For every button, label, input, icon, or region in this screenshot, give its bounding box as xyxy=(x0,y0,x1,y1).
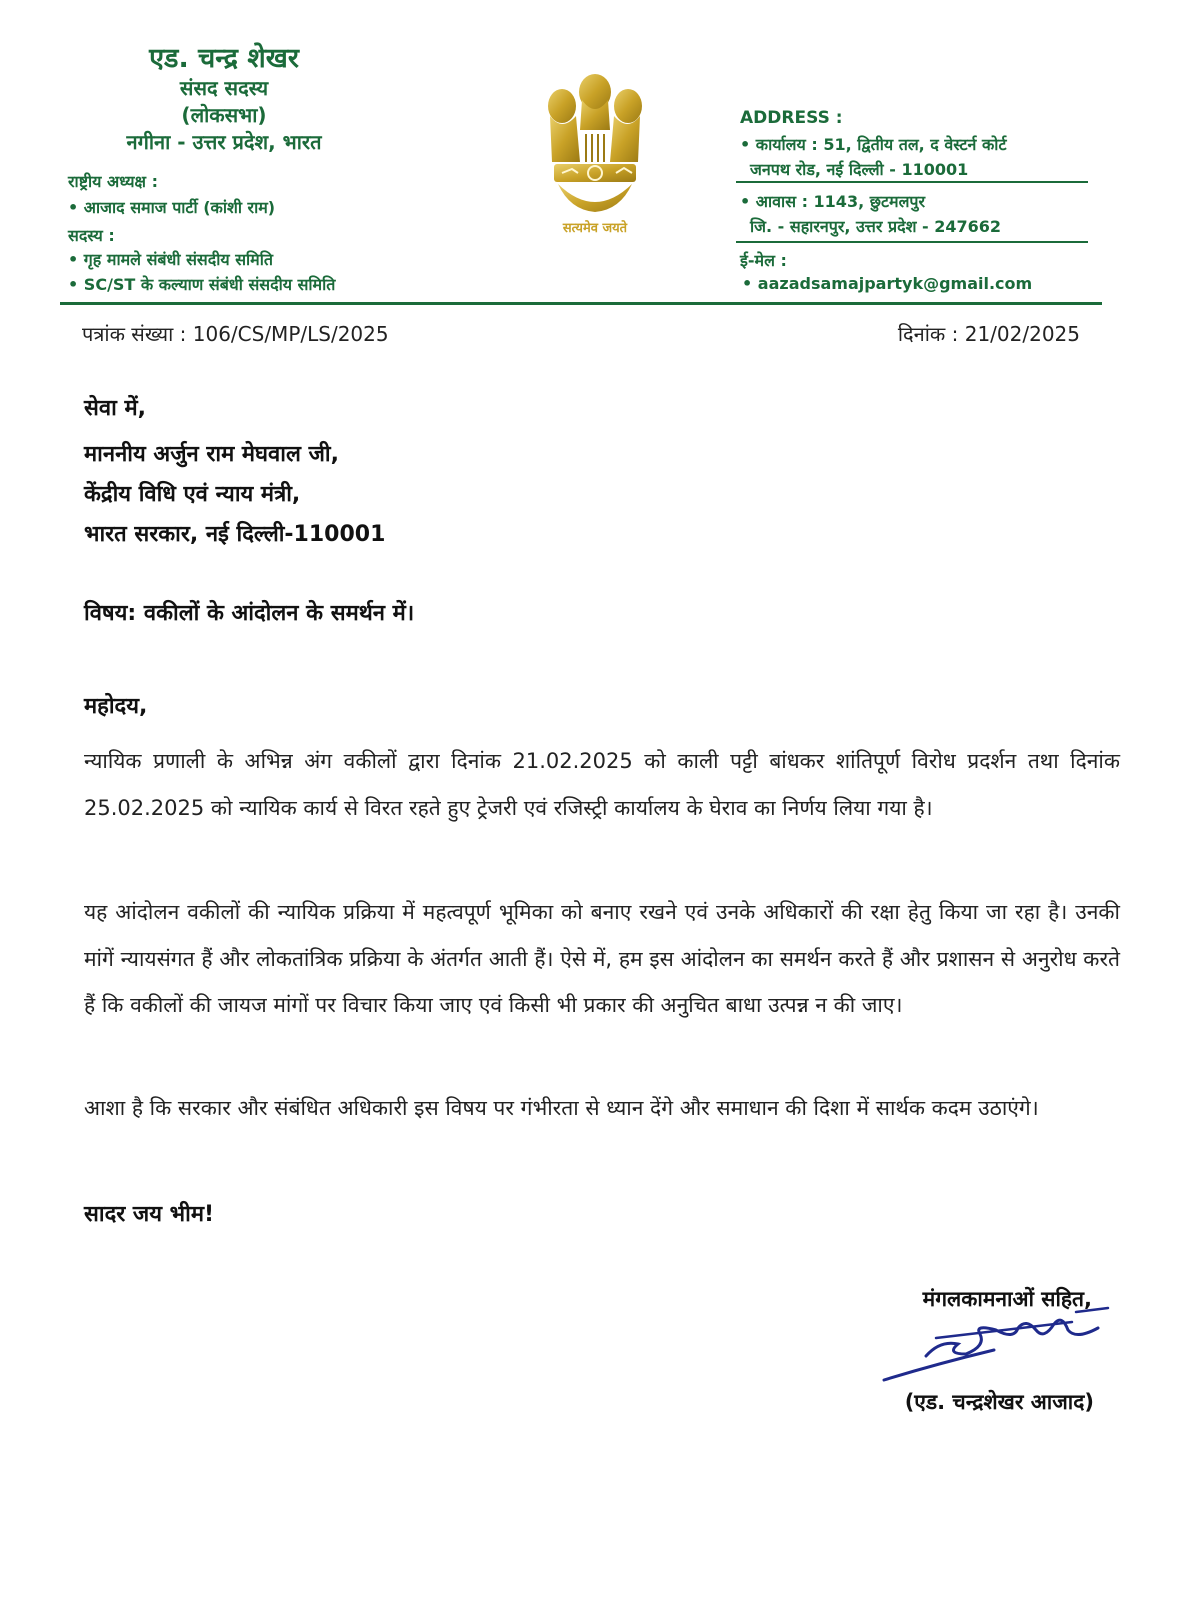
salutation-to: सेवा में, xyxy=(84,396,146,421)
address-divider xyxy=(736,241,1088,243)
signatory-name: (एड. चन्द्रशेखर आजाद) xyxy=(904,1390,1094,1414)
header-divider xyxy=(60,302,1102,305)
emblem-motto: सत्यमेव जयते xyxy=(562,221,628,236)
email-label: ई-मेल : xyxy=(740,251,787,270)
body-paragraph: आशा है कि सरकार और संबंधित अधिकारी इस विषय पर गंभीरता से ध्यान देंगे और समाधान की दिशा में सार्थक कदम उठाएंगे। xyxy=(84,1096,1039,1120)
sign-off: मंगलकामनाओं सहित, xyxy=(922,1287,1092,1311)
office-address-line2: जनपथ रोड, नई दिल्ली - 110001 xyxy=(750,160,969,179)
party-name: • आजाद समाज पार्टी (कांशी राम) xyxy=(68,198,276,217)
residence-address-line1: • आवास : 1143, छुटमलपुर xyxy=(740,192,926,211)
mp-designation: संसद सदस्य xyxy=(179,76,269,100)
address-label: ADDRESS : xyxy=(740,108,843,128)
mp-constituency: नगीना - उत्तर प्रदेश, भारत xyxy=(126,130,322,154)
committee-item: • गृह मामले संबंधी संसदीय समिति xyxy=(68,250,273,269)
mp-name: एड. चन्द्र शेखर xyxy=(149,43,299,74)
body-paragraph: यह आंदोलन वकीलों की न्यायिक प्रक्रिया में महत्वपूर्ण भूमिका को बनाए रखने एवं उनके अधिकारों की रक्षा हेतु किया जा रहा है। उनकी मांगें न्यायसंगत हैं और लोकतांत्रिक प्रक्रिया के अंतर्गत आती हैं। ऐसे में, हम इस आंदोलन का समर्थन करते हैं और प्रशासन से अनुरोध करते हैं कि वकीलों की जायज मांगों पर विचार किया जाए एवं किसी भी प्रकार की अनुचित बाधा उत्पन्न न की जाए। xyxy=(84,900,1120,1017)
lion-capital-icon xyxy=(540,70,650,220)
letter-reference-number: पत्रांक संख्या : 106/CS/MP/LS/2025 xyxy=(82,322,389,346)
body-paragraph: न्यायिक प्रणाली के अभिन्न अंग वकीलों द्वारा दिनांक 21.02.2025 को काली पट्टी बांधकर शांतिपूर्ण विरोध प्रदर्शन तथा दिनांक 25.02.2025 को न्यायिक कार्य से विरत रहते हुए ट्रेजरी एवं रजिस्ट्री कार्यालय के घेराव का निर्णय लिया गया है। xyxy=(84,749,1120,820)
member-label: सदस्य : xyxy=(68,226,115,245)
letter-subject: विषय: वकीलों के आंदोलन के समर्थन में। xyxy=(84,601,415,626)
national-emblem xyxy=(540,70,650,240)
closing-salutation: सादर जय भीम! xyxy=(84,1202,215,1227)
president-label: राष्ट्रीय अध्यक्ष : xyxy=(68,172,158,191)
mp-house: (लोकसभा) xyxy=(181,103,267,127)
recipient-address: भारत सरकार, नई दिल्ली-110001 xyxy=(84,522,386,547)
office-address-line1: • कार्यालय : 51, द्वितीय तल, द वेस्टर्न कोर्ट xyxy=(740,135,1007,154)
address-divider xyxy=(736,181,1088,183)
committee-item: • SC/ST के कल्याण संबंधी संसदीय समिति xyxy=(68,275,336,294)
letter-greeting: महोदय, xyxy=(84,694,148,719)
letter-date: दिनांक : 21/02/2025 xyxy=(897,322,1080,346)
recipient-designation: केंद्रीय विधि एवं न्याय मंत्री, xyxy=(84,482,301,507)
recipient-name: माननीय अर्जुन राम मेघवाल जी, xyxy=(84,442,339,467)
residence-address-line2: जि. - सहारनपुर, उत्तर प्रदेश - 247662 xyxy=(750,217,1002,236)
email-address[interactable]: • aazadsamajpartyk@gmail.com xyxy=(742,274,1033,293)
signature-icon xyxy=(876,1300,1112,1390)
